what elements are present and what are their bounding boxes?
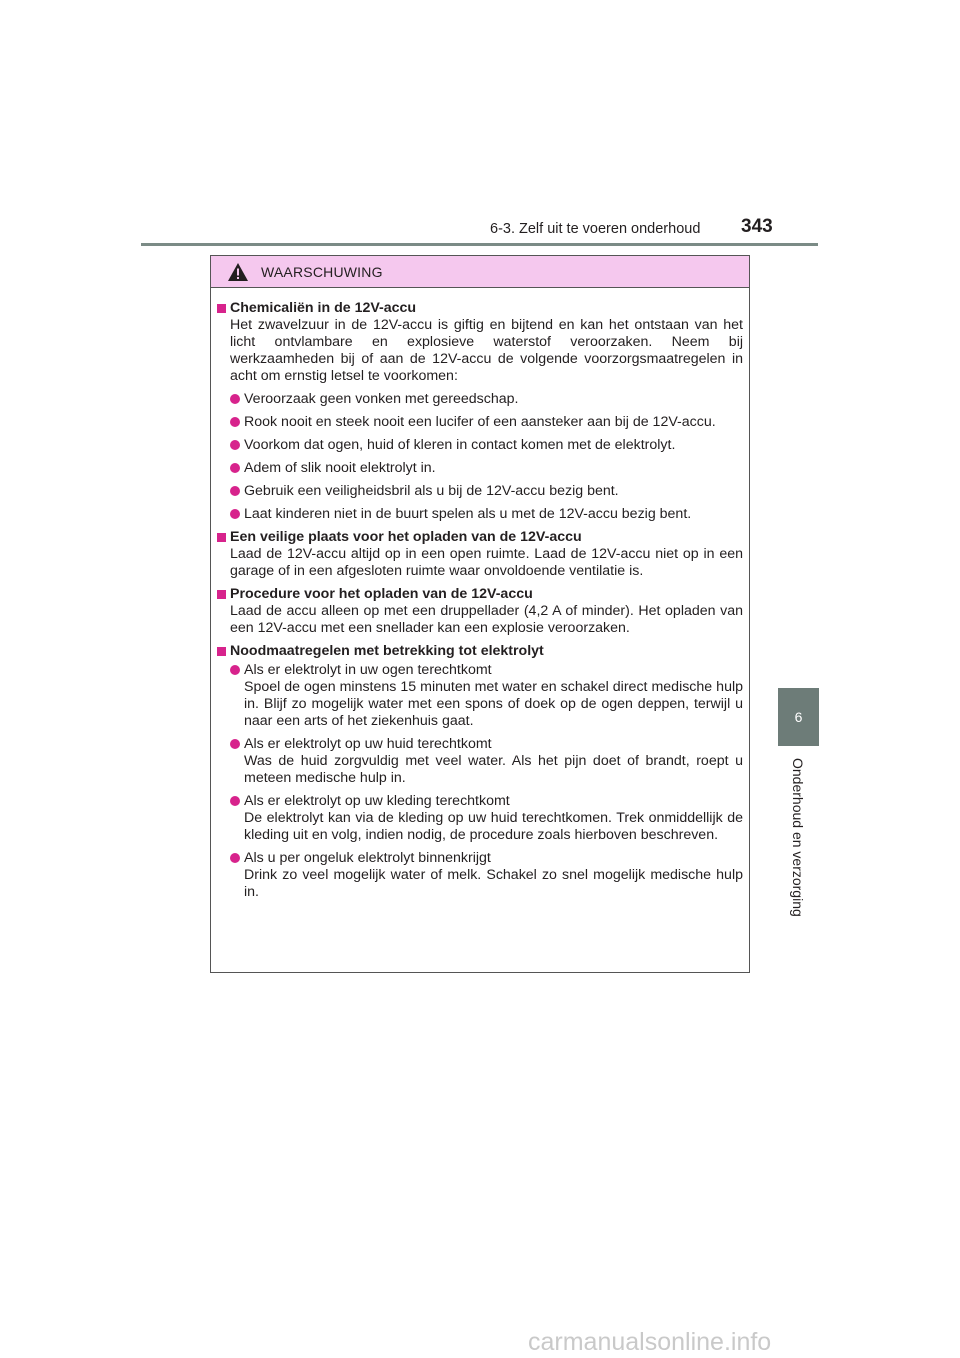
round-bullet-icon bbox=[230, 440, 240, 450]
round-bullet-icon bbox=[230, 394, 240, 404]
round-bullet-icon bbox=[230, 509, 240, 519]
square-bullet-icon bbox=[217, 533, 226, 542]
list-item: Veroorzaak geen vonken met gereedschap. bbox=[230, 391, 743, 408]
section-emergency bbox=[217, 643, 743, 901]
section-text: Laad de accu alleen op met een druppellader (4,2 A of minder). Het opladen van een 12V-accu met een snellader kan een explosie veroorzaken. bbox=[230, 603, 743, 636]
round-bullet-icon bbox=[230, 417, 240, 427]
list-item: Laat kinderen niet in de buurt spelen als u met de 12V-accu bezig bent. bbox=[230, 506, 743, 523]
list-item: Als er elektrolyt op uw kleding terechtkomt De elektrolyt kan via de kleding op uw huid terechtkomen. Trek onmiddellijk de kleding uit en volg, indien nodig, de procedure zoals hierboven beschreven. bbox=[230, 793, 743, 844]
round-bullet-icon bbox=[230, 486, 240, 496]
square-bullet-icon bbox=[217, 304, 226, 313]
section-title: Noodmaatregelen met betrekking tot elektrolyt bbox=[217, 643, 743, 660]
section-safe-place bbox=[217, 529, 743, 580]
page-number: 343 bbox=[741, 216, 773, 237]
list-item: Voorkom dat ogen, huid of kleren in contact komen met de elektrolyt. bbox=[230, 437, 743, 454]
list-item: Rook nooit en steek nooit een lucifer of een aansteker aan bij de 12V-accu. bbox=[230, 414, 743, 431]
chapter-label: Onderhoud en verzorging bbox=[790, 758, 806, 917]
square-bullet-icon bbox=[217, 590, 226, 599]
list-item: Als er elektrolyt in uw ogen terechtkomt Spoel de ogen minstens 15 minuten met water en schakel direct medische hulp in. Blijf zo mogelijk water met een spons of doek op de ogen deppen, terwijl u naar een arts of het ziekenhuis gaat. bbox=[230, 662, 743, 730]
list-item: Als u per ongeluk elektrolyt binnenkrijgt Drink zo veel mogelijk water of melk. Schakel zo snel mogelijk medische hulp in. bbox=[230, 850, 743, 901]
list-item: Gebruik een veiligheidsbril als u bij de 12V-accu bezig bent. bbox=[230, 483, 743, 500]
section-title: Procedure voor het opladen van de 12V-accu bbox=[217, 586, 743, 603]
round-bullet-icon bbox=[230, 796, 240, 806]
chapter-tab bbox=[778, 688, 819, 746]
warning-triangle-icon bbox=[227, 262, 249, 282]
section-title: Chemicaliën in de 12V-accu bbox=[217, 300, 743, 317]
watermark: carmanualsonline.info bbox=[528, 1328, 772, 1356]
header-rule bbox=[141, 243, 818, 246]
warning-box bbox=[210, 255, 750, 973]
square-bullet-icon bbox=[217, 647, 226, 656]
section-text: Het zwavelzuur in de 12V-accu is giftig en bijtend en kan het ontstaan van het licht ontvlambare en explosieve waterstof veroorzaken. Neem bij werkzaamheden bij of aan de 12V-accu de volgende voorzorgsmaatregelen in acht om ernstig letsel te voorkomen: bbox=[230, 317, 743, 384]
round-bullet-icon bbox=[230, 853, 240, 863]
section-text: Laad de 12V-accu altijd op in een open ruimte. Laad de 12V-accu niet op in een garage of in een afgesloten ruimte waar onvoldoende ventilatie is. bbox=[230, 546, 743, 579]
warning-header bbox=[211, 256, 749, 288]
round-bullet-icon bbox=[230, 665, 240, 675]
round-bullet-icon bbox=[230, 463, 240, 473]
warning-title: WAARSCHUWING bbox=[261, 263, 383, 280]
list-item: Adem of slik nooit elektrolyt in. bbox=[230, 460, 743, 477]
warning-body bbox=[211, 288, 749, 901]
round-bullet-icon bbox=[230, 739, 240, 749]
section-title: Een veilige plaats voor het opladen van de 12V-accu bbox=[217, 529, 743, 546]
section-chemicals bbox=[217, 300, 743, 523]
section-header: 6-3. Zelf uit te voeren onderhoud bbox=[490, 221, 701, 237]
list-item: Als er elektrolyt op uw huid terechtkomt Was de huid zorgvuldig met veel water. Als het pijn doet of brandt, roept u meteen medische hulp in. bbox=[230, 736, 743, 787]
section-charging-procedure bbox=[217, 586, 743, 637]
chapter-number: 6 bbox=[794, 709, 803, 725]
